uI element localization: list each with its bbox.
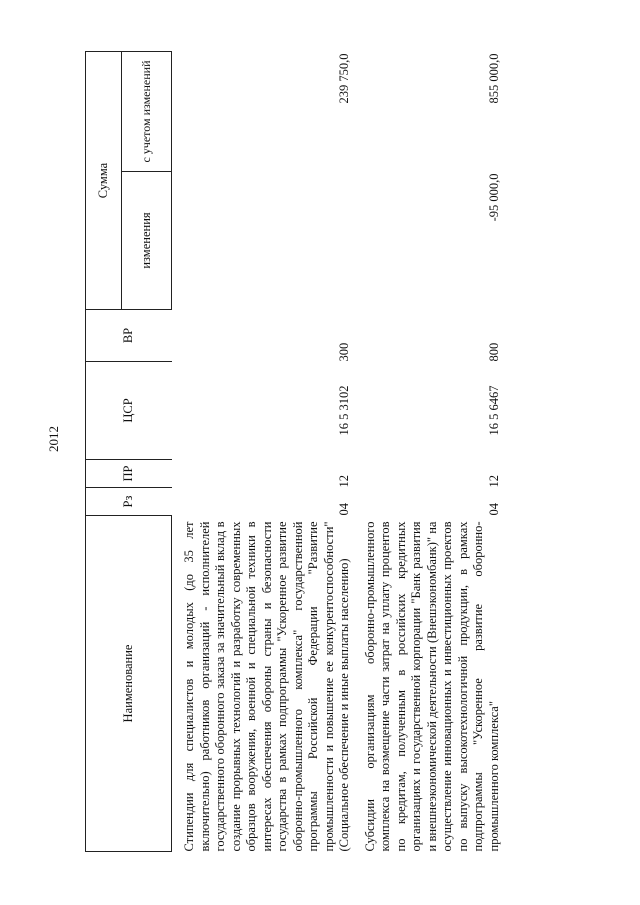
row-rz: 04 [337, 503, 351, 516]
row-name: Субсидии организациям оборонно-промышленного комплекса на возмещение части затрат на уплату процентов по кредитам, полученным в российских кредитных организациях и государственной корпорации "Банк развития и внешнеэкономической деятельности (Внешэкономбанк)" на осуществление инновационных и инвестиционных проектов по выпуску высокотехнологичной продукции, в рамках подпрограммы "Ускоренное развитие оборонно-промышленного комплекса" [362, 521, 501, 852]
budget-table [85, 51, 502, 852]
budget-table-frame [85, 52, 585, 852]
row-with-changes: 239 750,0 [337, 53, 351, 104]
header-pr: ПР [86, 460, 172, 488]
header-vr: ВР [86, 310, 172, 362]
header-sum: Сумма [86, 52, 122, 310]
table-row [353, 52, 503, 852]
row-vr: 300 [337, 342, 351, 362]
table-row [172, 52, 353, 852]
row-name: Стипендии для специалистов и молодых (до 35 лет включительно) работников организаций - исполнителей государственного оборонного заказа за значительный вклад в создание прорывных технологий и разработку современных образцов вооружения, военной и специальной техники в интересах обеспечения обороны страны и безопасности государства в рамках подпрограммы "Ускоренное развитие оборонно-промышленного комплекса" государственной программы Российской Федерации "Развитие промышленности и повышение ее конкурентоспособности" (Социальное обеспечение и иные выплаты населению) [182, 521, 351, 852]
header-changes: изменения [122, 172, 172, 310]
header-with-changes: с учетом изменений [122, 52, 172, 172]
row-vr: 800 [486, 342, 501, 362]
row-csr: 16 5 3102 [337, 385, 351, 436]
row-changes: -95 000,0 [486, 173, 501, 222]
row-with-changes: 855 000,0 [486, 53, 501, 104]
header-rz: Рз [86, 488, 172, 516]
page-number: 2012 [46, 426, 61, 452]
row-pr: 12 [337, 475, 351, 488]
row-csr: 16 5 6467 [486, 385, 501, 436]
row-rz: 04 [486, 503, 501, 516]
row-changes [172, 172, 353, 310]
header-name: Наименование [86, 516, 172, 852]
header-csr: ЦСР [86, 362, 172, 460]
row-pr: 12 [486, 475, 501, 488]
